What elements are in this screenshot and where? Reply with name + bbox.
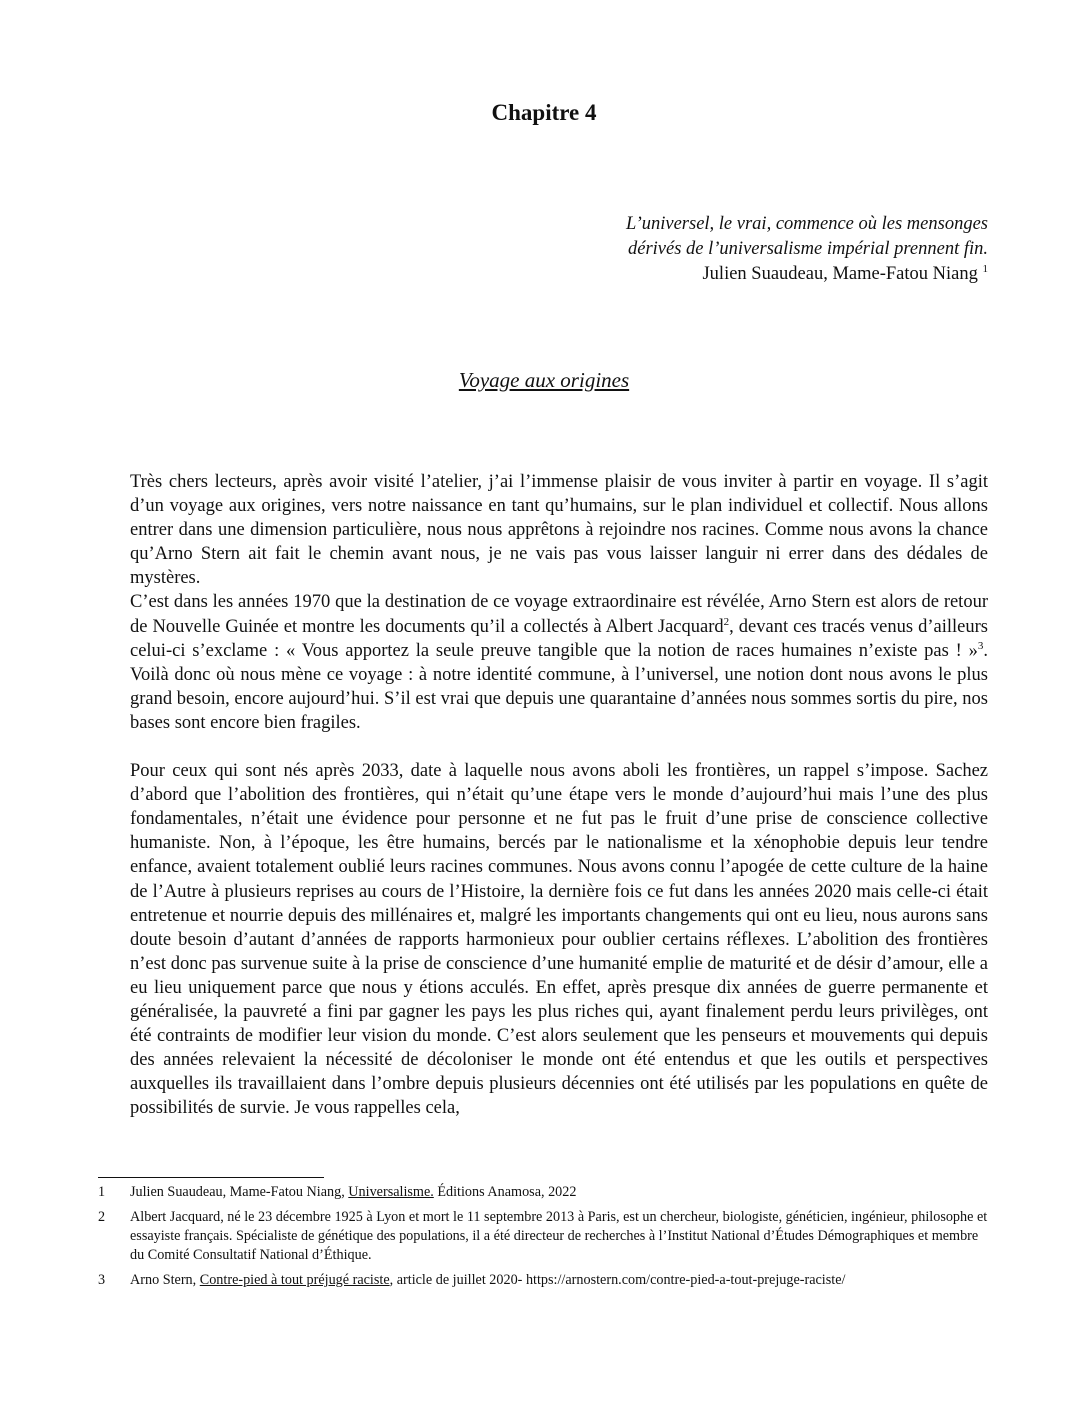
footnote-text (130, 1271, 988, 1290)
paragraph-2 (130, 590, 988, 735)
footnote-ref-3[interactable]: 3 (977, 639, 984, 652)
footnote-text-pre: Julien Suaudeau, Mame-Fatou Niang, (130, 1184, 349, 1200)
epigraph-line-1: L’universel, le vrai, commence où les mensonges (625, 214, 988, 234)
footnote-3 (98, 1271, 988, 1290)
footnote-link[interactable]: Universalisme. (348, 1184, 434, 1200)
footnote-separator (98, 1177, 324, 1178)
footnotes (98, 1183, 988, 1296)
footnote-text-post: , article de juillet 2020- https://arnostern.com/contre-pied-a-tout-prejuge-raciste/ (389, 1272, 846, 1288)
epigraph-author: Julien Suaudeau, Mame-Fatou Niang (702, 264, 978, 284)
paragraph-3: Pour ceux qui sont nés après 2033, date à laquelle nous avons aboli les frontières, un rappel s’impose. Sachez d’abord que l’abolition des frontières, qui n’était qu’une étape vers le monde d’aujourd’hui mais l’une des plus fondamentales, n’était une évidence pour personne et ne fut pas le fruit d’une prise de conscience collective humaniste. Non, à l’époque, les être humains, bercés par le nationalisme et la xénophobie depuis leur tendre enfance, avaient totalement oublié leurs racines communes. Nous avons connu l’apogée de cette culture de la haine de l’Autre à plusieurs reprises au cours de l’Histoire, la dernière fois ce fut dans les années 2020 mais celle-ci était entretenue et nourrie depuis des millénaires et, malgré les importants changements qui ont eu lieu, nous aurons sans doute besoin d’autant d’années de rapports harmonieux pour oublier certains réflexes. L’abolition des frontières n’est donc pas survenue suite à la prise de conscience d’une humanité emplie de maturité et de désir d’amour, elle a eu lieu uniquement parce que nous y étions acculés. En effet, après presque dix années de guerre permanente et généralisée, la pauvreté a fini par gagner les pays les plus riches qui, ayant finalement perdu leurs privilèges, ont été contraints de modifier leur vision du monde. C’est alors seulement que les penseurs et mouvements qui depuis des années relevaient la nécessité de décoloniser le monde ont été entendus et que les outils et perspectives auxquelles ils travaillaient dans l’ombre depuis plusieurs décennies ont été utilisés par les populations en quête de possibilités de survie. Je vous rappelles cela, (130, 761, 988, 1119)
section-title: Voyage aux origines (458, 368, 630, 392)
epigraph-attribution (520, 262, 988, 287)
footnote-text-post: Éditions Anamosa, 2022 (433, 1184, 577, 1200)
footnote-ref-1[interactable]: 1 (982, 262, 988, 275)
chapter-title: Chapitre 4 (491, 100, 597, 125)
footnote-ref-2[interactable]: 2 (723, 615, 730, 628)
footnote-text: Albert Jacquard, né le 23 décembre 1925 à Lyon et mort le 11 septembre 2013 à Paris, est un chercheur, biologiste, généticien, ingénieur, philosophe et essayiste français. Spécialiste de génétique des populations, il a été directeur de recherches à l’Institut National d’Études Démographiques et membre du Comité Consultatif National d’Éthique. (130, 1209, 988, 1263)
footnote-number: 3 (98, 1272, 106, 1288)
epigraph-line-2: dérivés de l’universalisme impérial prennent fin. (628, 239, 988, 259)
footnote-number: 2 (98, 1209, 106, 1225)
paragraph-1: Très chers lecteurs, après avoir visité l’atelier, j’ai l’immense plaisir de vous inviter à partir en voyage. Il s’agit d’un voyage aux origines, vers notre naissance en tant qu’humains, sur le plan individuel et collectif. Nous allons entrer dans une dimension particulière, nous nous apprêtons à rejoindre nos racines. Comme nous avons la chance qu’Arno Stern ait fait le chemin avant nous, je ne vais pas vous laisser languir ni errer dans des dédales de mystères. (130, 472, 988, 589)
paragraph-2-part-c: . Voilà donc où nous mène ce voyage : à notre identité commune, à l’universel, une notion dont nous avons le plus grand besoin, encore aujourd’hui. S’il est vrai que depuis une quarantaine d’années nous sommes sortis du pire, nos bases sont encore bien fragiles. (130, 640, 988, 733)
footnote-number: 1 (98, 1184, 106, 1200)
paragraph-2-part-a: C’est dans les années 1970 que la destination de ce voyage extraordinaire est révélée, Arno Stern est alors de retour de Nouvelle Guinée et montre les documents qu’il a collectés à Albert Jacquard (130, 592, 988, 637)
paragraph-2-part-b: , devant ces tracés venus d’ailleurs celui-ci s’exclame : « Vous apportez la seule preuve tangible que la notion de races humaines n’existe pas ! » (130, 616, 988, 661)
footnote-link[interactable]: Contre-pied à tout préjugé raciste (199, 1272, 390, 1288)
footnote-text (130, 1183, 988, 1202)
body-text (130, 470, 988, 1120)
footnote-2 (98, 1208, 988, 1265)
footnote-1 (98, 1183, 988, 1202)
paragraph-spacer (130, 735, 988, 759)
epigraph (520, 212, 988, 287)
footnote-text-pre: Arno Stern, (130, 1272, 200, 1288)
